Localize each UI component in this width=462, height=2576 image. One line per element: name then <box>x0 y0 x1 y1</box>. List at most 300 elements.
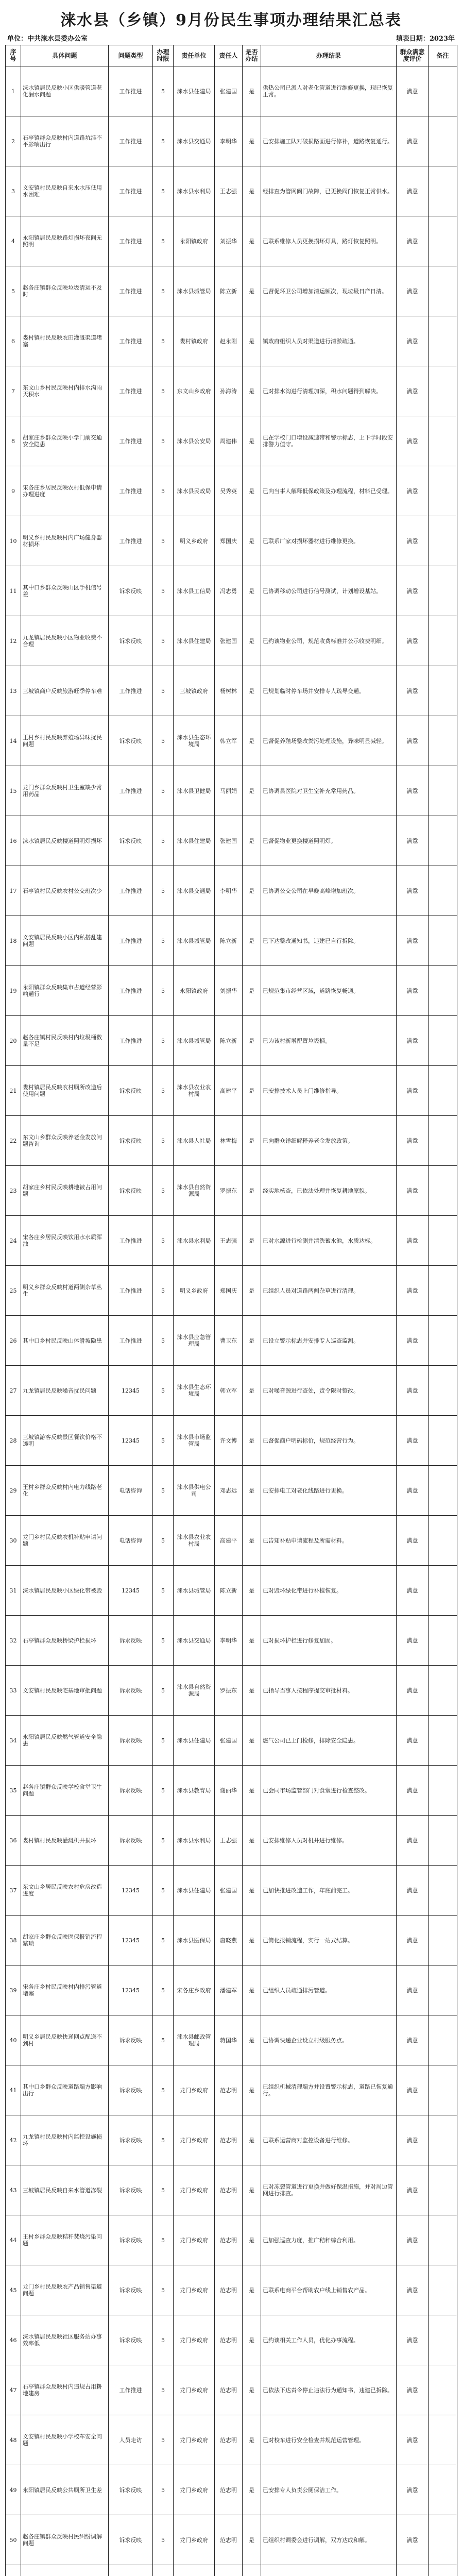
issue-cell: 义安镇村民反映自来水水压低用水困难 <box>21 166 109 216</box>
completed-cell: 是 <box>243 116 261 166</box>
responsible-person-cell: 许文博 <box>215 1416 243 1466</box>
issue-cell: 涞水镇居民反映小区供暖管道老化漏水问题 <box>21 66 109 116</box>
result-cell: 已对校车进行安全检查并规范运营管理。 <box>261 2415 397 2465</box>
remark-cell <box>429 1216 457 1266</box>
remark-cell <box>429 2415 457 2465</box>
table-row <box>6 1965 457 2015</box>
satisfaction-cell: 满意 <box>397 1965 429 2015</box>
issue-cell: 龙门乡村民反映农机补贴申请问题 <box>21 1516 109 1566</box>
table-row <box>6 816 457 866</box>
responsible-person-cell: 潘建军 <box>215 1965 243 2015</box>
issue-cell: 其中口乡村民反映山体滑坡隐患 <box>21 1316 109 1366</box>
table-row <box>6 716 457 766</box>
row-number-cell: 21 <box>6 1066 21 1116</box>
issue-cell: 东文山乡村民反映村内排水沟雨天积水 <box>21 366 109 416</box>
remark-cell <box>429 1916 457 1965</box>
issue-cell: 龙门乡群众反映村卫生室缺少常用药品 <box>21 766 109 816</box>
result-cell <box>261 2565 397 2576</box>
responsible-unit-cell: 涞水县交通局 <box>174 116 215 166</box>
responsible-person-cell: 张建国 <box>215 816 243 866</box>
time-limit-cell: 5 <box>153 1666 174 1716</box>
satisfaction-cell: 满意 <box>397 1316 429 1366</box>
responsible-unit-cell: 涞水县住建局 <box>174 616 215 666</box>
issue-type-cell: 工作推进 <box>109 216 153 266</box>
fill-date-label: 填表日期： <box>396 35 430 43</box>
responsible-unit-cell: 涞水县自然资源局 <box>174 1666 215 1716</box>
remark-cell <box>429 266 457 316</box>
header-cell: 办理时限 <box>153 45 174 66</box>
responsible-unit-cell: 龙门乡政府 <box>174 2165 215 2215</box>
completed-cell: 是 <box>243 2415 261 2465</box>
responsible-person-cell: 冯志勇 <box>215 566 243 616</box>
row-number-cell: 10 <box>6 516 21 566</box>
summary-table <box>5 45 457 2576</box>
remark-cell <box>429 1016 457 1066</box>
satisfaction-cell: 满意 <box>397 766 429 816</box>
time-limit-cell: 5 <box>153 1566 174 1616</box>
responsible-person-cell: 范志明 <box>215 2465 243 2515</box>
satisfaction-cell: 满意 <box>397 2165 429 2215</box>
responsible-person-cell: 高建平 <box>215 1516 243 1566</box>
table-row <box>6 366 457 416</box>
completed-cell: 是 <box>243 1716 261 1766</box>
issue-cell: 永阳镇居民反映公共厕所卫生差 <box>21 2465 109 2515</box>
table-row <box>6 2265 457 2315</box>
row-number-cell: 25 <box>6 1266 21 1316</box>
responsible-person-cell: 林雪梅 <box>215 1116 243 1166</box>
result-cell: 燃气公司已上门检修，排除安全隐患。 <box>261 1716 397 1766</box>
table-row <box>6 2365 457 2415</box>
time-limit-cell: 5 <box>153 2215 174 2265</box>
responsible-unit-cell: 涞水县住建局 <box>174 66 215 116</box>
issue-cell: 石亭镇村民反映农村公交班次少 <box>21 866 109 916</box>
responsible-person-cell: 韩立军 <box>215 1366 243 1416</box>
time-limit-cell: 5 <box>153 2065 174 2115</box>
table-row <box>6 666 457 716</box>
row-number-cell: 18 <box>6 916 21 966</box>
responsible-unit-cell: 龙门乡政府 <box>174 2415 215 2465</box>
completed-cell: 是 <box>243 716 261 766</box>
header-cell: 办理结果 <box>261 45 397 66</box>
table-header-row <box>6 45 457 66</box>
remark-cell <box>429 1965 457 2015</box>
responsible-unit-cell: 龙门乡政府 <box>174 2065 215 2115</box>
remark-cell <box>429 1616 457 1666</box>
time-limit-cell: 5 <box>153 1965 174 2015</box>
time-limit-cell: 5 <box>153 1216 174 1266</box>
issue-type-cell: 工作推进 <box>109 916 153 966</box>
responsible-person-cell: 张建国 <box>215 66 243 116</box>
remark-cell <box>429 216 457 266</box>
issue-cell: 永阳镇居民反映路灯损坏夜间无照明 <box>21 216 109 266</box>
responsible-unit-cell: 涞水县教育局 <box>174 1766 215 1816</box>
row-number-cell: 47 <box>6 2365 21 2415</box>
remark-cell <box>429 1116 457 1166</box>
time-limit-cell: 5 <box>153 766 174 816</box>
issue-cell: 龙门乡村民反映农产品销售渠道问题 <box>21 2265 109 2315</box>
table-row <box>6 2165 457 2215</box>
satisfaction-cell: 满意 <box>397 566 429 616</box>
remark-cell <box>429 2515 457 2565</box>
satisfaction-cell: 满意 <box>397 2515 429 2565</box>
time-limit-cell: 5 <box>153 1366 174 1416</box>
table-row <box>6 466 457 516</box>
time-limit-cell: 5 <box>153 516 174 566</box>
row-number-cell: 8 <box>6 416 21 466</box>
remark-cell <box>429 1466 457 1516</box>
issue-type-cell: 工作推进 <box>109 516 153 566</box>
responsible-unit-cell: 涞水县市场监管局 <box>174 1416 215 1466</box>
responsible-person-cell: 范志明 <box>215 2415 243 2465</box>
responsible-person-cell: 曹卫东 <box>215 1316 243 1366</box>
table-row <box>6 616 457 666</box>
responsible-unit-cell: 涞水县供电公司 <box>174 1466 215 1516</box>
table-row <box>6 216 457 266</box>
result-cell: 供热公司已派人对老化管道进行维修更换，现已恢复正常。 <box>261 66 397 116</box>
time-limit-cell: 5 <box>153 2315 174 2365</box>
responsible-person-cell: 王志强 <box>215 1816 243 1866</box>
result-cell: 已向当事人解释低保政策及办理流程，材料已受理。 <box>261 466 397 516</box>
completed-cell: 是 <box>243 1566 261 1616</box>
satisfaction-cell: 满意 <box>397 1866 429 1916</box>
result-cell: 已联系电商平台帮助农户线上销售农产品。 <box>261 2265 397 2315</box>
satisfaction-cell: 满意 <box>397 1366 429 1416</box>
row-number-cell: 27 <box>6 1366 21 1416</box>
result-cell: 已安排技术人员上门维修指导。 <box>261 1066 397 1116</box>
responsible-person-cell: 范志明 <box>215 2265 243 2315</box>
completed-cell: 是 <box>243 1866 261 1916</box>
responsible-unit-cell: 涞水县生态环境局 <box>174 1366 215 1416</box>
issue-type-cell: 诉求反映 <box>109 816 153 866</box>
satisfaction-cell: 满意 <box>397 916 429 966</box>
table-row <box>6 66 457 116</box>
responsible-person-cell: 谢丽华 <box>215 1766 243 1816</box>
issue-type-cell: 工作推进 <box>109 366 153 416</box>
result-cell: 已安排专人负责公厕保洁工作。 <box>261 2465 397 2515</box>
satisfaction-cell: 满意 <box>397 216 429 266</box>
issue-cell: 明义乡居民反映快递网点配送不到村 <box>21 2015 109 2065</box>
time-limit-cell: 5 <box>153 1066 174 1116</box>
row-number-cell: 15 <box>6 766 21 816</box>
time-limit-cell: 5 <box>153 816 174 866</box>
responsible-person-cell: 蒋国华 <box>215 2015 243 2065</box>
completed-cell: 是 <box>243 2365 261 2415</box>
responsible-person-cell: 郑国庆 <box>215 516 243 566</box>
result-cell: 已安排维修人员对机井进行维修。 <box>261 1816 397 1866</box>
time-limit-cell: 5 <box>153 1916 174 1965</box>
issue-cell: 三坡镇商户反映旅游旺季停车难 <box>21 666 109 716</box>
responsible-person-cell: 杨树林 <box>215 666 243 716</box>
remark-cell <box>429 966 457 1016</box>
issue-type-cell: 诉求反映 <box>109 716 153 766</box>
time-limit-cell: 5 <box>153 1766 174 1816</box>
responsible-unit-cell: 涞水县城管局 <box>174 1566 215 1616</box>
table-row <box>6 2065 457 2115</box>
row-number-cell: 20 <box>6 1016 21 1066</box>
completed-cell: 是 <box>243 1516 261 1566</box>
issue-type-cell: 诉求反映 <box>109 1716 153 1766</box>
satisfaction-cell: 满意 <box>397 666 429 716</box>
completed-cell: 是 <box>243 866 261 916</box>
issue-type-cell: 12345 <box>109 1916 153 1965</box>
row-number-cell: 39 <box>6 1965 21 2015</box>
remark-cell <box>429 2015 457 2065</box>
responsible-person-cell: 赵永刚 <box>215 316 243 366</box>
issue-type-cell: 工作推进 <box>109 2365 153 2415</box>
table-row <box>6 266 457 316</box>
issue-cell: 三坡镇游客反映景区餐饮价格不透明 <box>21 1416 109 1466</box>
table-row <box>6 866 457 916</box>
responsible-unit-cell: 涞水县应急管理局 <box>174 1316 215 1366</box>
responsible-unit-cell: 永阳镇政府 <box>174 966 215 1016</box>
table-row <box>6 2315 457 2365</box>
satisfaction-cell: 满意 <box>397 2415 429 2465</box>
completed-cell: 是 <box>243 1766 261 1816</box>
table-row <box>6 1816 457 1866</box>
responsible-unit-cell: 永阳镇政府 <box>174 216 215 266</box>
time-limit-cell: 5 <box>153 716 174 766</box>
completed-cell: 是 <box>243 166 261 216</box>
issue-type-cell: 诉求反映 <box>109 2215 153 2265</box>
completed-cell: 是 <box>243 616 261 666</box>
result-cell: 已安排电工对老化线路进行更换。 <box>261 1466 397 1516</box>
fill-date-value: 2023年 <box>429 35 455 43</box>
responsible-person-cell <box>215 2565 243 2576</box>
responsible-unit-cell: 龙门乡政府 <box>174 2265 215 2315</box>
satisfaction-cell: 满意 <box>397 116 429 166</box>
remark-cell <box>429 166 457 216</box>
remark-cell <box>429 916 457 966</box>
result-cell: 已安排施工队对破损路面进行修补，道路恢复通行。 <box>261 116 397 166</box>
header-cell: 备注 <box>429 45 457 66</box>
remark-cell <box>429 116 457 166</box>
responsible-unit-cell: 龙门乡政府 <box>174 2515 215 2565</box>
satisfaction-cell: 满意 <box>397 2065 429 2115</box>
table-row <box>6 1016 457 1066</box>
issue-type-cell: 诉求反映 <box>109 2015 153 2065</box>
remark-cell <box>429 1066 457 1116</box>
time-limit-cell: 5 <box>153 616 174 666</box>
time-limit-cell: 5 <box>153 316 174 366</box>
satisfaction-cell: 满意 <box>397 1166 429 1216</box>
row-number-cell: 34 <box>6 1716 21 1766</box>
result-cell: 已依法下达责令停止违法行为通知书，违建已拆除。 <box>261 2365 397 2415</box>
issue-cell: 九龙镇居民反映小区物业收费不合理 <box>21 616 109 666</box>
result-cell: 已约谈相关工作人员，优化办事流程。 <box>261 2315 397 2365</box>
time-limit-cell <box>153 2565 174 2576</box>
issue-type-cell: 12345 <box>109 1866 153 1916</box>
remark-cell <box>429 1316 457 1366</box>
issue-cell: 娄村镇村民反映灌溉机井损坏 <box>21 1816 109 1866</box>
issue-type-cell: 工作推进 <box>109 466 153 516</box>
remark-cell <box>429 1716 457 1766</box>
completed-cell: 是 <box>243 2265 261 2315</box>
satisfaction-cell: 满意 <box>397 316 429 366</box>
remark-cell <box>429 616 457 666</box>
remark-cell <box>429 866 457 916</box>
row-number-cell: 32 <box>6 1616 21 1666</box>
issue-cell: 赵各庄镇群众反映学校食堂卫生问题 <box>21 1766 109 1816</box>
issue-type-cell: 工作推进 <box>109 866 153 916</box>
completed-cell: 是 <box>243 566 261 616</box>
responsible-person-cell: 范志明 <box>215 2515 243 2565</box>
satisfaction-cell: 满意 <box>397 816 429 866</box>
completed-cell: 是 <box>243 1216 261 1266</box>
issue-cell: 赵各庄镇群众反映垃圾清运不及时 <box>21 266 109 316</box>
row-number-cell: 41 <box>6 2065 21 2115</box>
completed-cell: 是 <box>243 2065 261 2115</box>
satisfaction-cell: 满意 <box>397 466 429 516</box>
responsible-person-cell: 王志强 <box>215 166 243 216</box>
remark-cell <box>429 2565 457 2576</box>
responsible-unit-cell: 涞水县公安局 <box>174 416 215 466</box>
remark-cell <box>429 2065 457 2115</box>
header-cell: 责任人 <box>215 45 243 66</box>
satisfaction-cell: 满意 <box>397 1916 429 1965</box>
responsible-unit-cell: 龙门乡政府 <box>174 2115 215 2165</box>
result-cell: 已在学校门口增设减速带和警示标志，上下学时段安排警力值守。 <box>261 416 397 466</box>
row-number-cell: 36 <box>6 1816 21 1866</box>
completed-cell: 是 <box>243 416 261 466</box>
time-limit-cell: 5 <box>153 366 174 416</box>
issue-cell: 娄村镇村民反映农田灌溉渠道堵塞 <box>21 316 109 366</box>
row-number-cell: 40 <box>6 2015 21 2065</box>
issue-cell: 宋各庄乡村民反映村内排污管道堵塞 <box>21 1965 109 2015</box>
time-limit-cell: 5 <box>153 2115 174 2165</box>
issue-type-cell: 诉求反映 <box>109 2065 153 2115</box>
completed-cell: 是 <box>243 2215 261 2265</box>
remark-cell <box>429 2315 457 2365</box>
result-cell: 已督促物业更换楼道照明灯。 <box>261 816 397 866</box>
issue-cell: 涞水镇居民反映社区服务站办事效率低 <box>21 2315 109 2365</box>
responsible-unit-cell: 三坡镇政府 <box>174 666 215 716</box>
table-row <box>6 1166 457 1216</box>
table-row <box>6 2415 457 2465</box>
table-row <box>6 316 457 366</box>
result-cell: 已加强巡查力度，推广秸秆综合利用。 <box>261 2215 397 2265</box>
responsible-person-cell: 李明华 <box>215 1616 243 1666</box>
completed-cell: 是 <box>243 916 261 966</box>
issue-type-cell: 工作推进 <box>109 1316 153 1366</box>
table-row <box>6 1466 457 1516</box>
row-number-cell: 13 <box>6 666 21 716</box>
completed-cell: 是 <box>243 2165 261 2215</box>
responsible-person-cell: 李明华 <box>215 866 243 916</box>
result-cell: 已对噪音源进行查处，责令限时整改。 <box>261 1366 397 1416</box>
table-row <box>6 2565 457 2576</box>
responsible-person-cell: 范志明 <box>215 2165 243 2215</box>
result-cell: 已组织人员疏通排污管道。 <box>261 1965 397 2015</box>
satisfaction-cell: 满意 <box>397 1766 429 1816</box>
completed-cell: 是 <box>243 1316 261 1366</box>
remark-cell <box>429 2265 457 2315</box>
satisfaction-cell: 满意 <box>397 1466 429 1516</box>
satisfaction-cell: 满意 <box>397 1216 429 1266</box>
header-cell: 是否办结 <box>243 45 261 66</box>
responsible-unit-cell: 娄村镇政府 <box>174 316 215 366</box>
time-limit-cell: 5 <box>153 2265 174 2315</box>
issue-cell: 其中口乡群众反映道路塌方影响出行 <box>21 2065 109 2115</box>
row-number-cell: 22 <box>6 1116 21 1166</box>
result-cell: 已对冻裂管道进行更换并做好保温措施，并对周边管网进行排查。 <box>261 2165 397 2215</box>
table-row <box>6 1866 457 1916</box>
time-limit-cell: 5 <box>153 66 174 116</box>
completed-cell: 是 <box>243 1816 261 1866</box>
result-cell: 已约谈物业公司，规范收费标准并公示收费明细。 <box>261 616 397 666</box>
completed-cell: 是 <box>243 516 261 566</box>
time-limit-cell: 5 <box>153 266 174 316</box>
issue-type-cell: 12345 <box>109 1366 153 1416</box>
result-cell: 经实地核查，已依法处理并恢复耕地原貌。 <box>261 1166 397 1216</box>
completed-cell: 是 <box>243 1016 261 1066</box>
responsible-person-cell: 范志明 <box>215 2365 243 2415</box>
responsible-unit-cell: 龙门乡政府 <box>174 2215 215 2265</box>
issue-cell: 胡家庄乡村民反映耕地被占用问题 <box>21 1166 109 1216</box>
issue-type-cell: 工作推进 <box>109 666 153 716</box>
table-row <box>6 566 457 616</box>
completed-cell: 是 <box>243 2115 261 2165</box>
row-number-cell: 49 <box>6 2465 21 2515</box>
issue-type-cell: 工作推进 <box>109 166 153 216</box>
time-limit-cell: 5 <box>153 1316 174 1366</box>
satisfaction-cell: 满意 <box>397 1266 429 1316</box>
row-number-cell: 38 <box>6 1916 21 1965</box>
row-number-cell: 24 <box>6 1216 21 1266</box>
satisfaction-cell: 满意 <box>397 1416 429 1466</box>
row-number-cell: 2 <box>6 116 21 166</box>
remark-cell <box>429 1766 457 1816</box>
satisfaction-cell: 满意 <box>397 2365 429 2415</box>
responsible-unit-cell: 涞水县邮政管理局 <box>174 2015 215 2065</box>
issue-type-cell: 工作推进 <box>109 66 153 116</box>
table-row <box>6 2015 457 2065</box>
responsible-person-cell: 李明华 <box>215 116 243 166</box>
issue-cell: 明义乡群众反映村道两侧杂草丛生 <box>21 1266 109 1316</box>
result-cell: 已联系维修人员更换损坏灯具，路灯恢复照明。 <box>261 216 397 266</box>
table-row <box>6 1616 457 1666</box>
issue-cell: 石亭镇群众反映村内违规占用耕地建房 <box>21 2365 109 2415</box>
issue-type-cell: 诉求反映 <box>109 566 153 616</box>
issue-cell <box>21 2565 109 2576</box>
row-number-cell: 31 <box>6 1566 21 1616</box>
time-limit-cell: 5 <box>153 2465 174 2515</box>
result-cell: 已加快推进改造工作，年底前完工。 <box>261 1866 397 1916</box>
remark-cell <box>429 316 457 366</box>
row-number-cell: 50 <box>6 2515 21 2565</box>
issue-cell: 永阳镇群众反映集市占道经营影响通行 <box>21 966 109 1016</box>
issue-cell: 宋各庄乡居民反映农村低保申请办理进度 <box>21 466 109 516</box>
completed-cell: 是 <box>243 1066 261 1116</box>
result-cell: 已协调快递企业设立村级服务点。 <box>261 2015 397 2065</box>
time-limit-cell: 5 <box>153 1466 174 1516</box>
completed-cell: 是 <box>243 1366 261 1416</box>
responsible-person-cell: 刘振华 <box>215 216 243 266</box>
row-number-cell: 3 <box>6 166 21 216</box>
issue-type-cell: 电话咨询 <box>109 1466 153 1516</box>
responsible-person-cell: 张建国 <box>215 1866 243 1916</box>
time-limit-cell: 5 <box>153 166 174 216</box>
row-number-cell: 1 <box>6 66 21 116</box>
remark-cell <box>429 1566 457 1616</box>
completed-cell: 是 <box>243 466 261 516</box>
responsible-unit-cell: 明义乡政府 <box>174 1266 215 1316</box>
responsible-person-cell: 陈立新 <box>215 1016 243 1066</box>
time-limit-cell: 5 <box>153 1866 174 1916</box>
issue-type-cell: 诉求反映 <box>109 2265 153 2315</box>
table-row <box>6 2515 457 2565</box>
row-number-cell: 44 <box>6 2215 21 2265</box>
issue-type-cell: 诉求反映 <box>109 2165 153 2215</box>
